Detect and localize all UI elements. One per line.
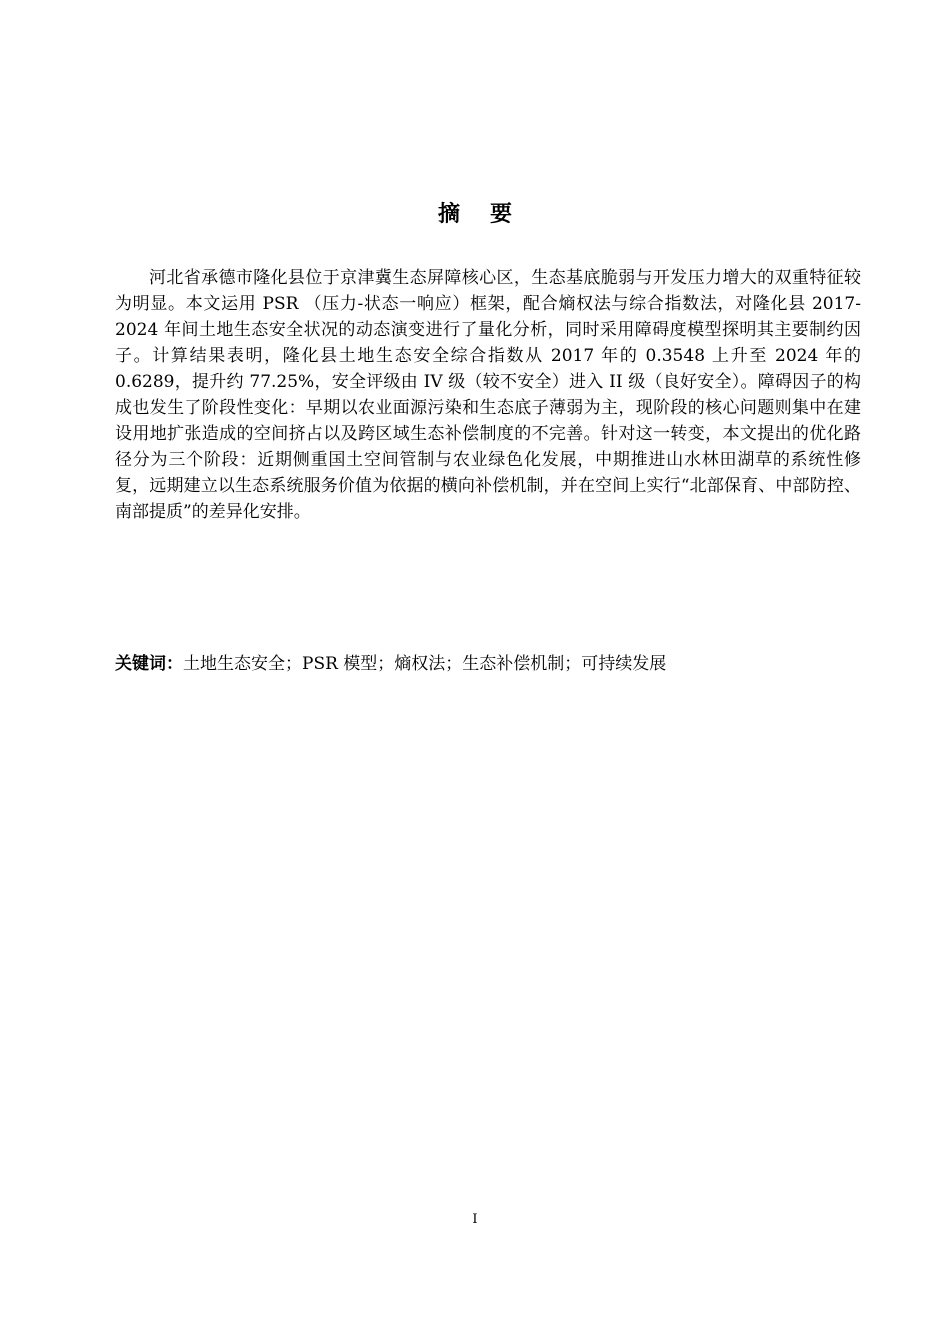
keywords-text: 土地生态安全；PSR 模型；熵权法；生态补偿机制；可持续发展 [183, 654, 667, 674]
keywords-line [115, 651, 861, 677]
keywords-label: 关键词： [115, 654, 183, 674]
title-char-2: 要 [490, 202, 513, 227]
page-number: I [472, 1212, 478, 1227]
abstract-title [0, 199, 950, 231]
title-char-1: 摘 [437, 202, 460, 227]
abstract-body: 河北省承德市隆化县位于京津冀生态屏障核心区，生态基底脆弱与开发压力增大的双重特征较为明显。本文运用 PSR （压力-状态一响应）框架，配合熵权法与综合指数法，对隆化县 2017-2024 年间土地生态安全状况的动态演变进行了量化分析，同时采用障碍度模型探明其主要制约因子。计算结果表明，隆化县土地生态安全综合指数从 2017 年的 0.3548 上升至 2024 年的 0.6289，提升约 77.25%，安全评级由 IV 级（较不安全）进入 II 级（良好安全）。障碍因子的构成也发生了阶段性变化：早期以农业面源污染和生态底子薄弱为主，现阶段的核心问题则集中在建设用地扩张造成的空间挤占以及跨区域生态补偿制度的不完善。针对这一转变，本文提出的优化路径分为三个阶段：近期侧重国土空间管制与农业绿色化发展，中期推进山水林田湖草的系统性修复，远期建立以生态系统服务价值为依据的横向补偿机制，并在空间上实行“北部保育、中部防控、南部提质”的差异化安排。 [115, 268, 861, 522]
